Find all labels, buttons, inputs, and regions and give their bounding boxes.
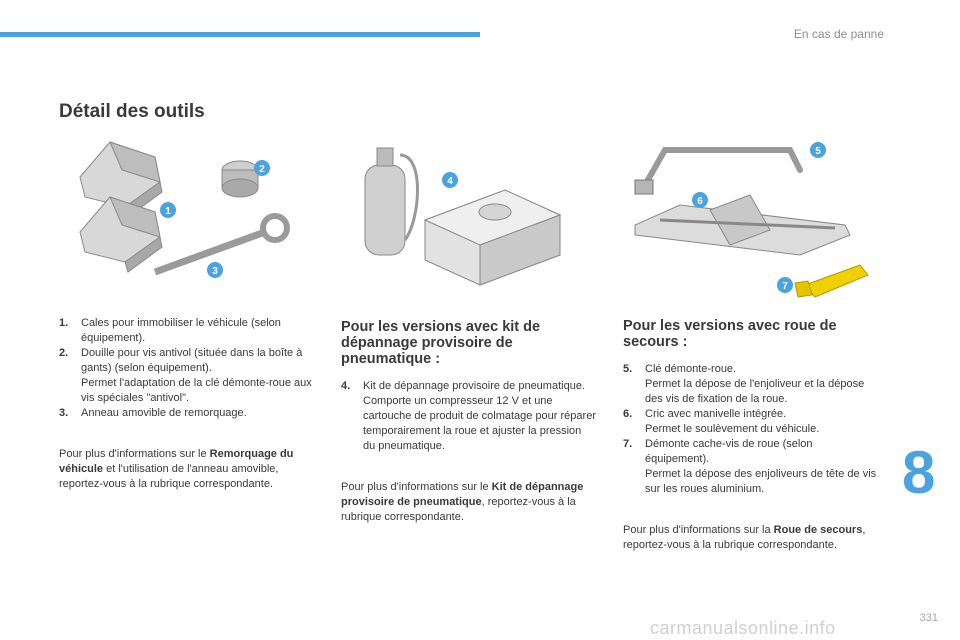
svg-text:4: 4: [447, 176, 453, 187]
compressor-image: [425, 190, 560, 285]
svg-text:5: 5: [815, 146, 821, 157]
svg-text:3: 3: [212, 266, 218, 277]
towing-eye-image: [155, 216, 287, 272]
tools-list: [59, 316, 324, 421]
antitheft-socket-image: [222, 161, 258, 197]
svg-text:2: 2: [259, 164, 265, 175]
chapter-number: 8: [902, 439, 936, 506]
column-spare-wheel: [623, 318, 878, 553]
watermark: carmanualsonline.info: [650, 618, 836, 638]
badge-6: [692, 192, 708, 208]
section-heading: Pour les versions avec kit de dépannage provisoire de pneumatique :: [341, 319, 541, 367]
list-item: 5. Clé démonte-roue. Permet la dépose de l'enjoliveur et la dépose des vis de fixation de la roue.: [623, 363, 865, 405]
wheelbrace-image: [635, 150, 800, 194]
badge-5: [810, 142, 826, 158]
more-info-paragraph: Pour plus d'informations sur la Roue de secours, reportez-vous à la rubrique correspondante.: [623, 524, 866, 551]
list-item: 2. Douille pour vis antivol (située dans la boîte à gants) (selon équipement). Permet l'adaptation de la clé démonte-roue aux vis spéciales "antivol".: [59, 347, 312, 404]
column-tools-basic: [59, 316, 324, 492]
wheel-chock-image: [80, 197, 162, 272]
badge-2: [254, 160, 270, 176]
tools-list: [341, 379, 596, 454]
trim-remover-image: [795, 265, 868, 297]
top-accent-bar: [0, 32, 480, 37]
section-label: En cas de panne: [793, 27, 884, 41]
page-title: Détail des outils: [59, 101, 205, 122]
more-info-paragraph: Pour plus d'informations sur le Kit de dépannage provisoire de pneumatique, reportez-vous à la rubrique correspondante.: [341, 481, 584, 523]
jack-image: [635, 195, 850, 255]
sealant-cartridge-image: [365, 148, 418, 255]
badge-4: [442, 172, 458, 188]
svg-text:6: 6: [697, 196, 703, 207]
svg-text:7: 7: [782, 281, 788, 292]
more-info-paragraph: Pour plus d'informations sur le Remorquage du véhicule et l'utilisation de l'anneau amovible, reportez-vous à la rubrique correspondante.: [59, 448, 294, 490]
badge-3: [207, 262, 223, 278]
column-tyre-repair-kit: [341, 319, 596, 525]
page-number: 331: [919, 612, 938, 624]
tyre-repair-kit-illustration: [345, 140, 570, 290]
svg-text:1: 1: [165, 206, 171, 217]
list-item: 4. Kit de dépannage provisoire de pneumatique. Comporte un compresseur 12 V et une cartouche de produit de colmatage pour réparer temporairement la roue et ajuster la pression du pneumatique.: [341, 380, 596, 452]
spare-wheel-tools-illustration: [620, 135, 880, 305]
badge-7: [777, 277, 793, 293]
list-item: 6. Cric avec manivelle intégrée. Permet le soulèvement du véhicule.: [623, 408, 820, 435]
tools-illustration-chocks-socket-towing-eye: [60, 132, 310, 297]
list-item: 1. Cales pour immobiliser le véhicule (selon équipement).: [59, 317, 281, 344]
list-item: 7. Démonte cache-vis de roue (selon équipement). Permet la dépose des enjoliveurs de tête de vis sur les roues aluminium.: [623, 438, 877, 495]
list-item: 3. Anneau amovible de remorquage.: [59, 407, 247, 419]
section-heading: Pour les versions avec roue de secours :: [623, 318, 837, 350]
tools-list: [623, 362, 878, 497]
badge-1: [160, 202, 176, 218]
